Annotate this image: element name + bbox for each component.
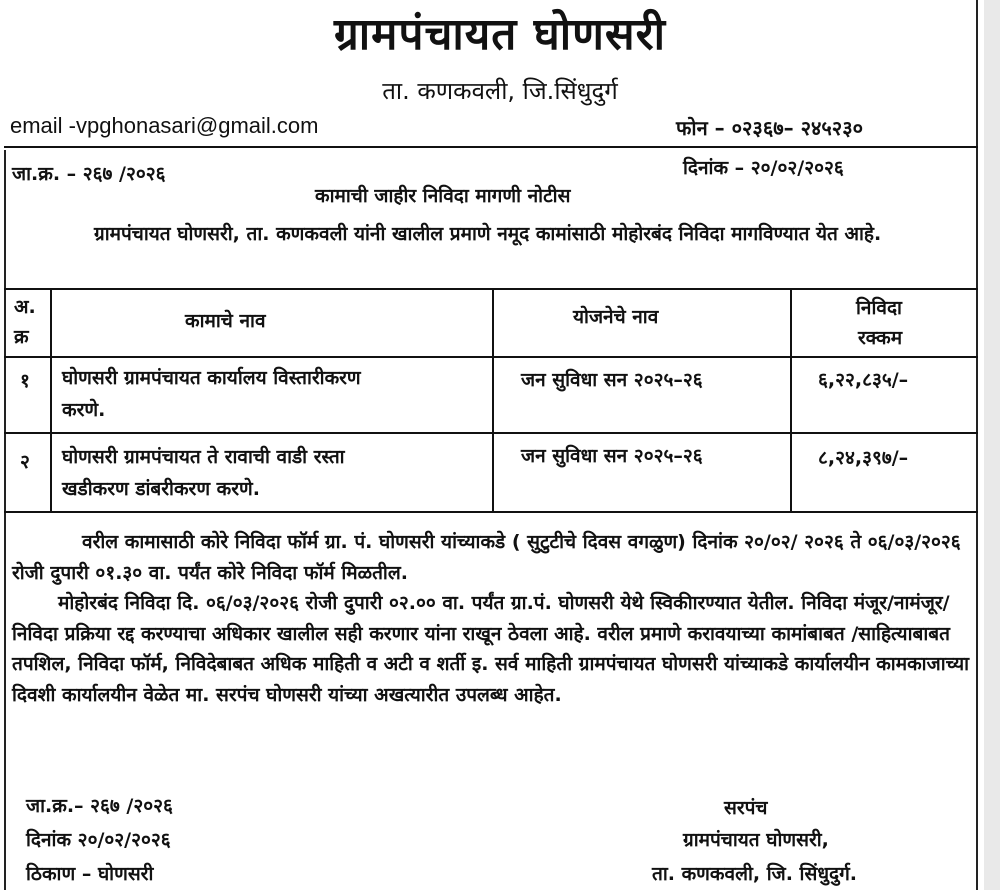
body-paragraph-1: वरील कामासाठी कोरे निविदा फॉर्म ग्रा. पं. घोणसरी यांच्याकडे ( सुटुटीचे दिवस वगळुण) दिनांक २०/०२/ २०२६ ते ०६/०३/२०२६ रोजी दुपारी ०१.३० वा. पर्यंत कोरे निविदा फॉर्म मिळतील. bbox=[12, 531, 961, 584]
signatory-address: ता. कणकवली, जि. सिंधुदुर्ग. bbox=[652, 863, 858, 885]
header-divider bbox=[4, 146, 978, 148]
row-work-line1: घोणसरी ग्रामपंचायत ते रावाची वाडी रस्ता bbox=[62, 446, 345, 468]
row-sr: २ bbox=[20, 451, 30, 473]
notice-date: दिनांक – २०/०२/२०२६ bbox=[683, 157, 844, 179]
row-sr: १ bbox=[20, 370, 30, 392]
table-col-divider bbox=[492, 288, 494, 513]
row-work-line2: खडीकरण डांबरीकरण करणे. bbox=[62, 478, 261, 500]
table-bottom-line bbox=[4, 511, 978, 513]
table-top-line bbox=[4, 288, 978, 290]
row-amount: ८,२४,३९७/– bbox=[818, 447, 909, 469]
page-edge bbox=[984, 0, 1000, 890]
table-header-line bbox=[4, 356, 978, 358]
email-address: email -vpghonasari@gmail.com bbox=[10, 113, 319, 138]
row-scheme: जन सुविधा सन २०२५–२६ bbox=[521, 445, 703, 467]
table-row-line bbox=[4, 432, 978, 434]
notice-title: कामाची जाहीर निविदा मागणी नोटीस bbox=[315, 185, 571, 207]
left-border bbox=[4, 150, 6, 890]
header-work: कामाचे नाव bbox=[185, 310, 266, 332]
header-sr-line2: क्र bbox=[14, 326, 29, 348]
table-col-divider bbox=[50, 288, 52, 513]
body-paragraph-2: मोहोरबंद निविदा दि. ०६/०३/२०२६ रोजी दुपारी ०२.०० वा. पर्यंत ग्रा.पं. घोणसरी येथे स्विकीारण्यात येतील. निविदा मंजूर/नामंजूर/निविदा प्रक्रिया रद्द करण्याचा अधिकार खालील सही करणार यांना राखून ठेवला आहे. वरील प्रमाणे करावयाच्या कामांबाबत /साहित्याबाबत तपशिल, निविदा फॉर्म, निविदेबाबत अधिक माहिती व अटी व शर्ती इ. सर्व माहिती ग्रामपंचायत घोणसरी यांच्याकडे कार्यालयीन कामकाजाच्या दिवशी कार्यालयीन वेळेत मा. सरपंच घोणसरी यांच्या अखत्यारीत उपलब्ध आहेत. bbox=[12, 592, 970, 706]
row-work-line1: घोणसरी ग्रामपंचायत कार्यालय विस्तारीकरण bbox=[62, 367, 361, 389]
row-scheme: जन सुविधा सन २०२५–२६ bbox=[521, 369, 703, 391]
letterhead-title: ग्रामपंचायत घोणसरी bbox=[333, 9, 667, 60]
intro-paragraph: ग्रामपंचायत घोणसरी, ता. कणकवली यांनी खालील प्रमाणे नमूद कामांसाठी मोहोरबंद निविदा मागविण्यात येत आहे. bbox=[94, 223, 882, 245]
right-border bbox=[976, 0, 978, 890]
header-amount-line1: निविदा bbox=[856, 297, 902, 319]
signatory-title: सरपंच bbox=[724, 797, 768, 819]
row-amount: ६,२२,८३५/– bbox=[818, 369, 909, 391]
letterhead-subtitle: ता. कणकवली, जि.सिंधुदुर्ग bbox=[382, 77, 618, 105]
footer-reference: जा.क्र.– २६७ /२०२६ bbox=[26, 795, 173, 817]
signatory-org: ग्रामपंचायत घोणसरी, bbox=[683, 829, 829, 851]
phone-number: फोन – ०२३६७– २४५२३० bbox=[676, 116, 863, 140]
footer-date: दिनांक २०/०२/२०२६ bbox=[26, 829, 171, 851]
header-sr-line1: अ. bbox=[14, 296, 36, 318]
header-scheme: योजनेचे नाव bbox=[573, 306, 659, 328]
row-work-line2: करणे. bbox=[62, 399, 106, 421]
reference-number: जा.क्र. – २६७ /२०२६ bbox=[12, 163, 166, 185]
footer-place: ठिकाण – घोणसरी bbox=[26, 863, 154, 885]
table-col-divider bbox=[790, 288, 792, 513]
header-amount-line2: रक्कम bbox=[858, 327, 903, 349]
